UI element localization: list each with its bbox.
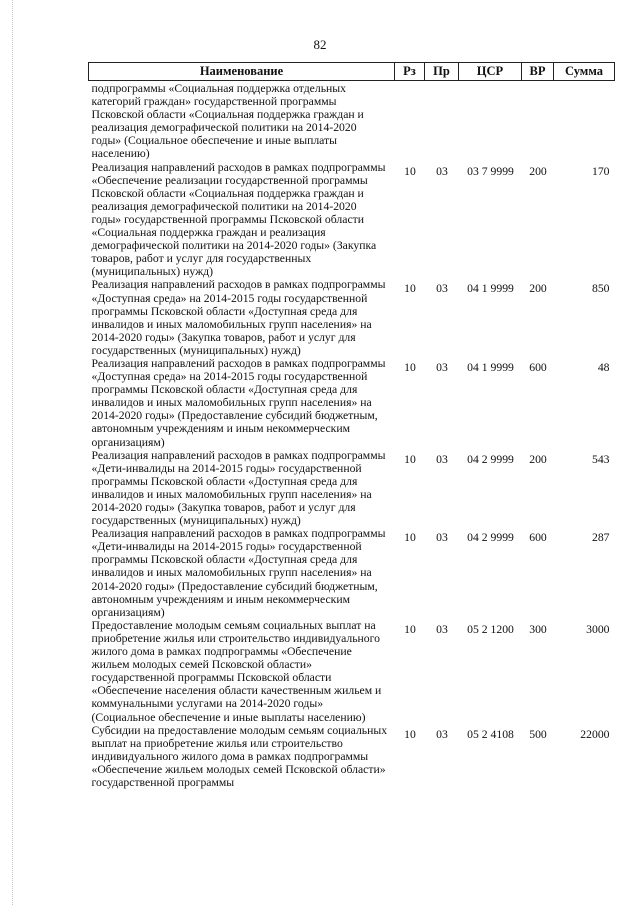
row-sum (554, 81, 615, 161)
row-csr (459, 81, 522, 161)
row-name: Реализация направлений расходов в рамках подпрограммы «Доступная среда» на 2014-2015 годы государственной программы Псковской области «Доступная среда для инвалидов и иных маломобильных групп населения» на 2014-2020 годы» (Предоставление субсидий бюджетным, автономным учреждениям и иным некоммерческим организациям) (91, 356, 386, 449)
row-vr: 200 (529, 282, 547, 296)
row-pr: 03 (436, 531, 448, 545)
row-vr (522, 81, 554, 161)
row-csr: 03 7 9999 (467, 164, 514, 178)
table-row (89, 357, 615, 449)
row-vr: 200 (529, 164, 547, 178)
row-sum: 170 (591, 164, 610, 178)
row-sum: 287 (591, 531, 610, 545)
row-rz: 10 (404, 622, 416, 636)
row-vr: 600 (529, 360, 547, 374)
header-rz: Рз (395, 63, 425, 81)
table-row (89, 81, 615, 161)
header-csr: ЦСР (459, 63, 522, 81)
row-pr: 03 (436, 164, 448, 178)
row-sum: 48 (597, 360, 610, 374)
row-csr: 04 1 9999 (467, 282, 514, 296)
scan-left-edge (12, 0, 13, 905)
row-rz: 10 (404, 282, 416, 296)
budget-table-container (88, 62, 614, 789)
row-vr: 300 (529, 622, 547, 636)
table-row (89, 278, 615, 357)
row-sum: 543 (591, 452, 610, 466)
table-row (89, 619, 615, 724)
row-rz: 10 (404, 164, 416, 178)
row-name: Реализация направлений расходов в рамках подпрограммы «Обеспечение реализации государственной программы Псковской области «Социальная поддержка граждан и реализация демографической политики на 2014-2020 годы» государственной программы Псковской области «Социальная поддержка граждан и реализация демографической политики на 2014-2020 годы» (Закупка товаров, работ и услуг для государственных (муниципальных) нужд) (91, 160, 386, 279)
page-number: 82 (313, 37, 327, 52)
row-sum: 850 (591, 282, 610, 296)
row-csr: 05 2 4108 (467, 727, 514, 741)
row-sum: 3000 (586, 622, 610, 636)
row-pr: 03 (436, 622, 448, 636)
row-name: Реализация направлений расходов в рамках подпрограммы «Дети-инвалиды на 2014-2015 годы» государственной программы Псковской области «Доступная среда для инвалидов и иных маломобильных групп населения» на 2014-2020 годы» (Закупка товаров, работ и услуг для государственных (муниципальных) нужд) (91, 448, 386, 528)
header-sum: Сумма (554, 63, 615, 81)
row-pr: 03 (436, 727, 448, 741)
row-vr: 200 (529, 452, 547, 466)
row-rz: 10 (404, 531, 416, 545)
row-name: Субсидии на предоставление молодым семьям социальных выплат на приобретение жилья или строительство индивидуального жилого дома в рамках подпрограммы «Обеспечение жильем молодых семей Псковской области» государственной программы (91, 723, 388, 789)
row-csr: 05 2 1200 (467, 622, 514, 636)
header-pr: Пр (425, 63, 459, 81)
row-rz: 10 (404, 360, 416, 374)
row-csr: 04 2 9999 (467, 452, 514, 466)
table-header-row (89, 63, 615, 81)
header-vr: ВР (522, 63, 554, 81)
row-name: Реализация направлений расходов в рамках подпрограммы «Доступная среда» на 2014-2015 годы государственной программы Псковской области «Доступная среда для инвалидов и иных маломобильных групп населения» на 2014-2020 годы» (Закупка товаров, работ и услуг для государственных (муниципальных) нужд) (91, 278, 386, 357)
row-rz: 10 (404, 727, 416, 741)
row-name: подпрограммы «Социальная поддержка отдельных категорий граждан» государственной программы Псковской области «Социальная поддержка граждан и реализация демографической политики на 2014-2020 годы» (Социальное обеспечение и иные выплаты населению) (91, 82, 364, 161)
table-row (89, 161, 615, 279)
budget-table (88, 62, 615, 789)
row-pr: 03 (436, 282, 448, 296)
row-sum: 22000 (580, 727, 610, 741)
row-rz (395, 81, 425, 161)
table-row (89, 527, 615, 619)
row-vr: 600 (529, 531, 547, 545)
row-pr: 03 (436, 360, 448, 374)
row-pr: 03 (436, 452, 448, 466)
row-csr: 04 2 9999 (467, 531, 514, 545)
table-row (89, 724, 615, 789)
row-name: Предоставление молодым семьям социальных выплат на приобретение жилья или строительство индивидуального жилого дома в рамках подпрограммы «Обеспечение жильем молодых семей Псковской области» государственной программы Псковской области «Обеспечение населения области качественным жильем и коммунальными услугами на 2014-2020 годы» (Социальное обеспечение и иные выплаты населению) (91, 618, 382, 724)
table-row (89, 449, 615, 528)
row-rz: 10 (404, 452, 416, 466)
header-name: Наименование (89, 63, 395, 81)
row-pr (425, 81, 459, 161)
row-csr: 04 1 9999 (467, 360, 514, 374)
row-vr: 500 (529, 727, 547, 741)
row-name: Реализация направлений расходов в рамках подпрограммы «Дети-инвалиды на 2014-2015 годы» государственной программы Псковской области «Доступная среда для инвалидов и иных маломобильных групп населения» на 2014-2020 годы» (Предоставление субсидий бюджетным, автономным учреждениям и иным некоммерческим организациям) (91, 527, 386, 619)
